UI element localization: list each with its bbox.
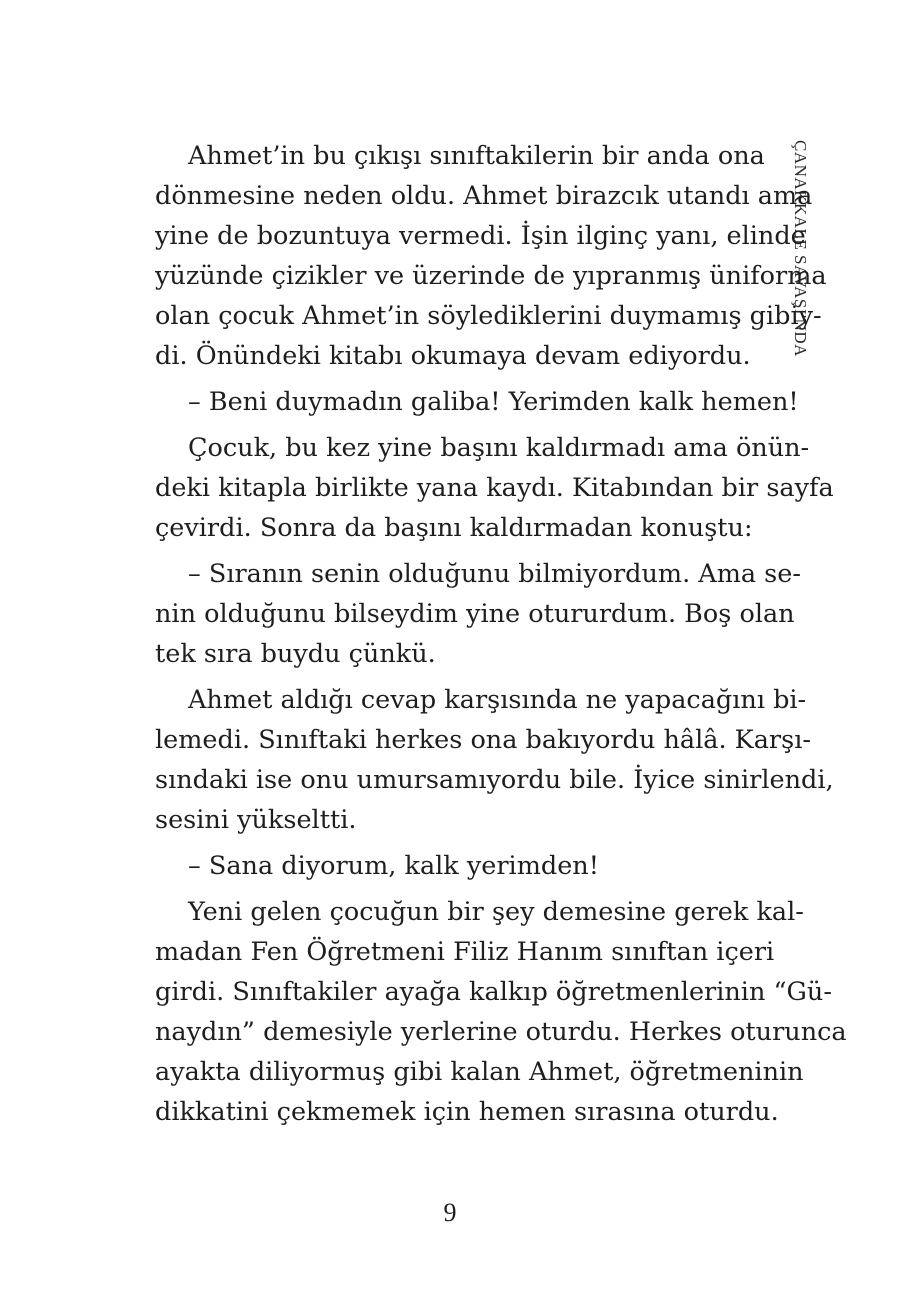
paragraph <box>155 846 747 886</box>
paragraph <box>155 382 799 422</box>
paragraph <box>155 680 834 840</box>
text-line: Çocuk, bu kez yine başını kaldırmadı ama önün- <box>188 433 810 463</box>
text-line: Ahmet’in bu çıkışı sınıftakilerin bir anda ona <box>188 141 765 171</box>
text-line: Ahmet aldığı cevap karşısında ne yapacağını bi- <box>188 685 807 715</box>
paragraph <box>155 892 847 1132</box>
text-line: olan çocuk Ahmet’in söylediklerini duymamış gibiy- <box>155 301 822 331</box>
text-line: sındaki ise onu umursamıyordu bile. İyice sinirlendi, <box>155 765 834 795</box>
running-head: ÇANAKKALE SAVAŞI'NDA <box>791 140 810 357</box>
text-line: çevirdi. Sonra da başını kaldırmadan konuştu: <box>155 513 753 543</box>
text-line: girdi. Sınıftakiler ayağa kalkıp öğretmenlerinin “Gü- <box>155 977 832 1007</box>
text-line: madan Fen Öğretmeni Filiz Hanım sınıftan içeri <box>155 937 775 967</box>
text-line: yine de bozuntuya vermedi. İşin ilginç yanı, elinde <box>155 221 806 251</box>
text-line: yüzünde çizikler ve üzerinde de yıpranmış üniforma <box>155 261 827 291</box>
text-line: sesini yükseltti. <box>155 805 357 835</box>
text-line: dönmesine neden oldu. Ahmet birazcık utandı ama <box>155 181 813 211</box>
paragraph <box>155 428 834 548</box>
text-line: – Sıranın senin olduğunu bilmiyordum. Ama se- <box>188 559 801 589</box>
text-line: lemedi. Sınıftaki herkes ona bakıyordu hâlâ. Karşı- <box>155 725 811 755</box>
text-line: di. Önündeki kitabı okumaya devam ediyordu. <box>155 341 751 371</box>
paragraph <box>155 554 801 674</box>
text-line: deki kitapla birlikte yana kaydı. Kitabından bir sayfa <box>155 473 834 503</box>
page-number: 9 <box>443 1198 457 1227</box>
text-line: dikkatini çekmemek için hemen sırasına oturdu. <box>155 1097 779 1127</box>
text-line: – Sana diyorum, kalk yerimden! <box>188 851 599 881</box>
text-line: – Beni duymadın galiba! Yerimden kalk hemen! <box>188 387 799 417</box>
text-line: Yeni gelen çocuğun bir şey demesine gerek kal- <box>188 897 804 927</box>
text-line: naydın” demesiyle yerlerine oturdu. Herkes oturunca <box>155 1017 847 1047</box>
text-line: nin olduğunu bilseydim yine otururdum. Boş olan <box>155 599 795 629</box>
text-line: ayakta diliyormuş gibi kalan Ahmet, öğretmeninin <box>155 1057 804 1087</box>
text-line: tek sıra buydu çünkü. <box>155 639 436 669</box>
